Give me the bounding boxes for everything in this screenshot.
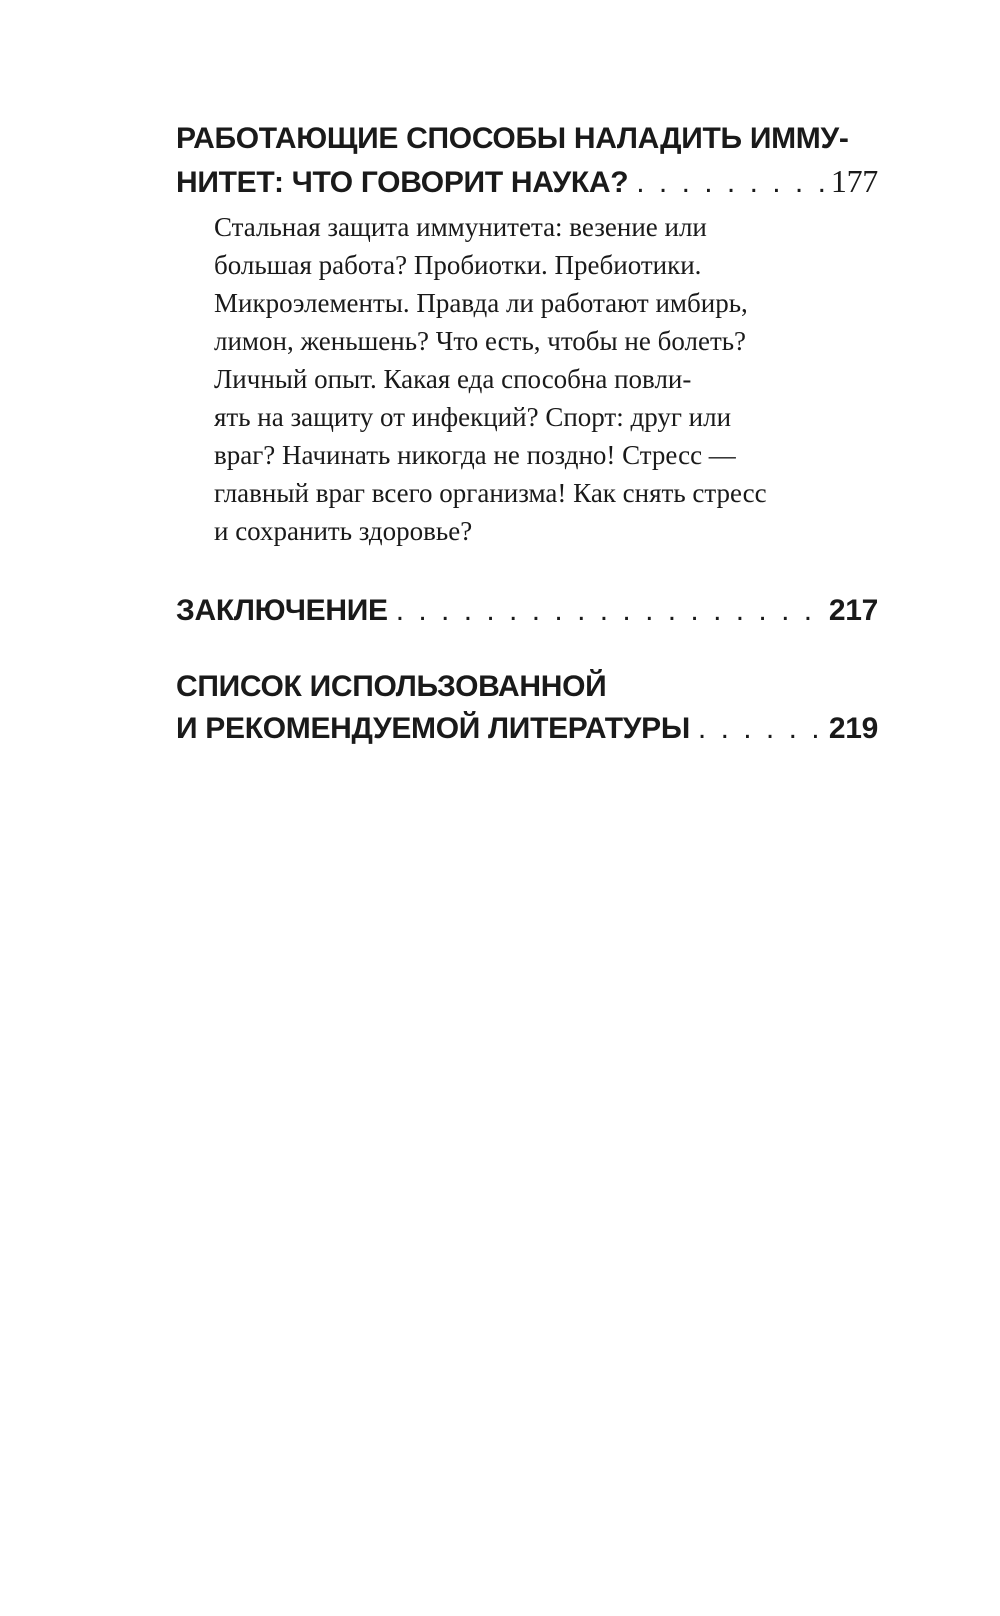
toc-page-number: 219 <box>828 712 878 745</box>
toc-entry-bibliography <box>176 666 878 750</box>
toc-title-line: И РЕКОМЕНДУЕМОЙ ЛИТЕРАТУРЫ <box>176 712 690 745</box>
description-line: ять на защиту от инфекций? Спорт: друг или <box>214 402 732 432</box>
toc-entry-description <box>214 208 794 550</box>
toc-entry-title <box>176 590 878 632</box>
toc-title-line: ЗАКЛЮЧЕНИЕ <box>176 594 388 627</box>
dot-leader <box>396 590 823 632</box>
dot-leader <box>636 162 825 204</box>
toc-entry-title <box>176 666 878 750</box>
toc-title-line: СПИСОК ИСПОЛЬЗОВАННОЙ <box>176 670 607 703</box>
description-line: Личный опыт. Какая еда способна повли- <box>214 364 692 394</box>
description-line: Стальная защита иммунитета: везение или <box>214 212 707 242</box>
table-of-contents <box>176 118 878 750</box>
description-line: враг? Начинать никогда не поздно! Стресс — <box>214 440 736 470</box>
description-line: лимон, женьшень? Что есть, чтобы не болеть? <box>214 326 747 356</box>
toc-entry-title <box>176 118 878 204</box>
description-line: Микроэлементы. Правда ли работают имбирь, <box>214 288 748 318</box>
toc-entry-conclusion <box>176 590 878 632</box>
description-line: главный враг всего организма! Как снять стресс <box>214 478 767 508</box>
toc-title-line-with-page <box>176 708 878 750</box>
toc-entry-immunity <box>176 118 878 550</box>
toc-title-line: РАБОТАЮЩИЕ СПОСОБЫ НАЛАДИТЬ ИММУ- <box>176 122 849 155</box>
toc-page-number: 217 <box>828 594 878 627</box>
toc-page-number: 177 <box>830 163 878 199</box>
description-line: и сохранить здоровье? <box>214 516 473 546</box>
toc-title-line-with-page <box>176 590 878 632</box>
dot-leader <box>698 708 823 750</box>
toc-title-line: НИТЕТ: ЧТО ГОВОРИТ НАУКА? <box>176 166 629 199</box>
description-line: большая работа? Пробиотки. Пребиотики. <box>214 250 702 280</box>
toc-title-line-with-page <box>176 160 878 204</box>
